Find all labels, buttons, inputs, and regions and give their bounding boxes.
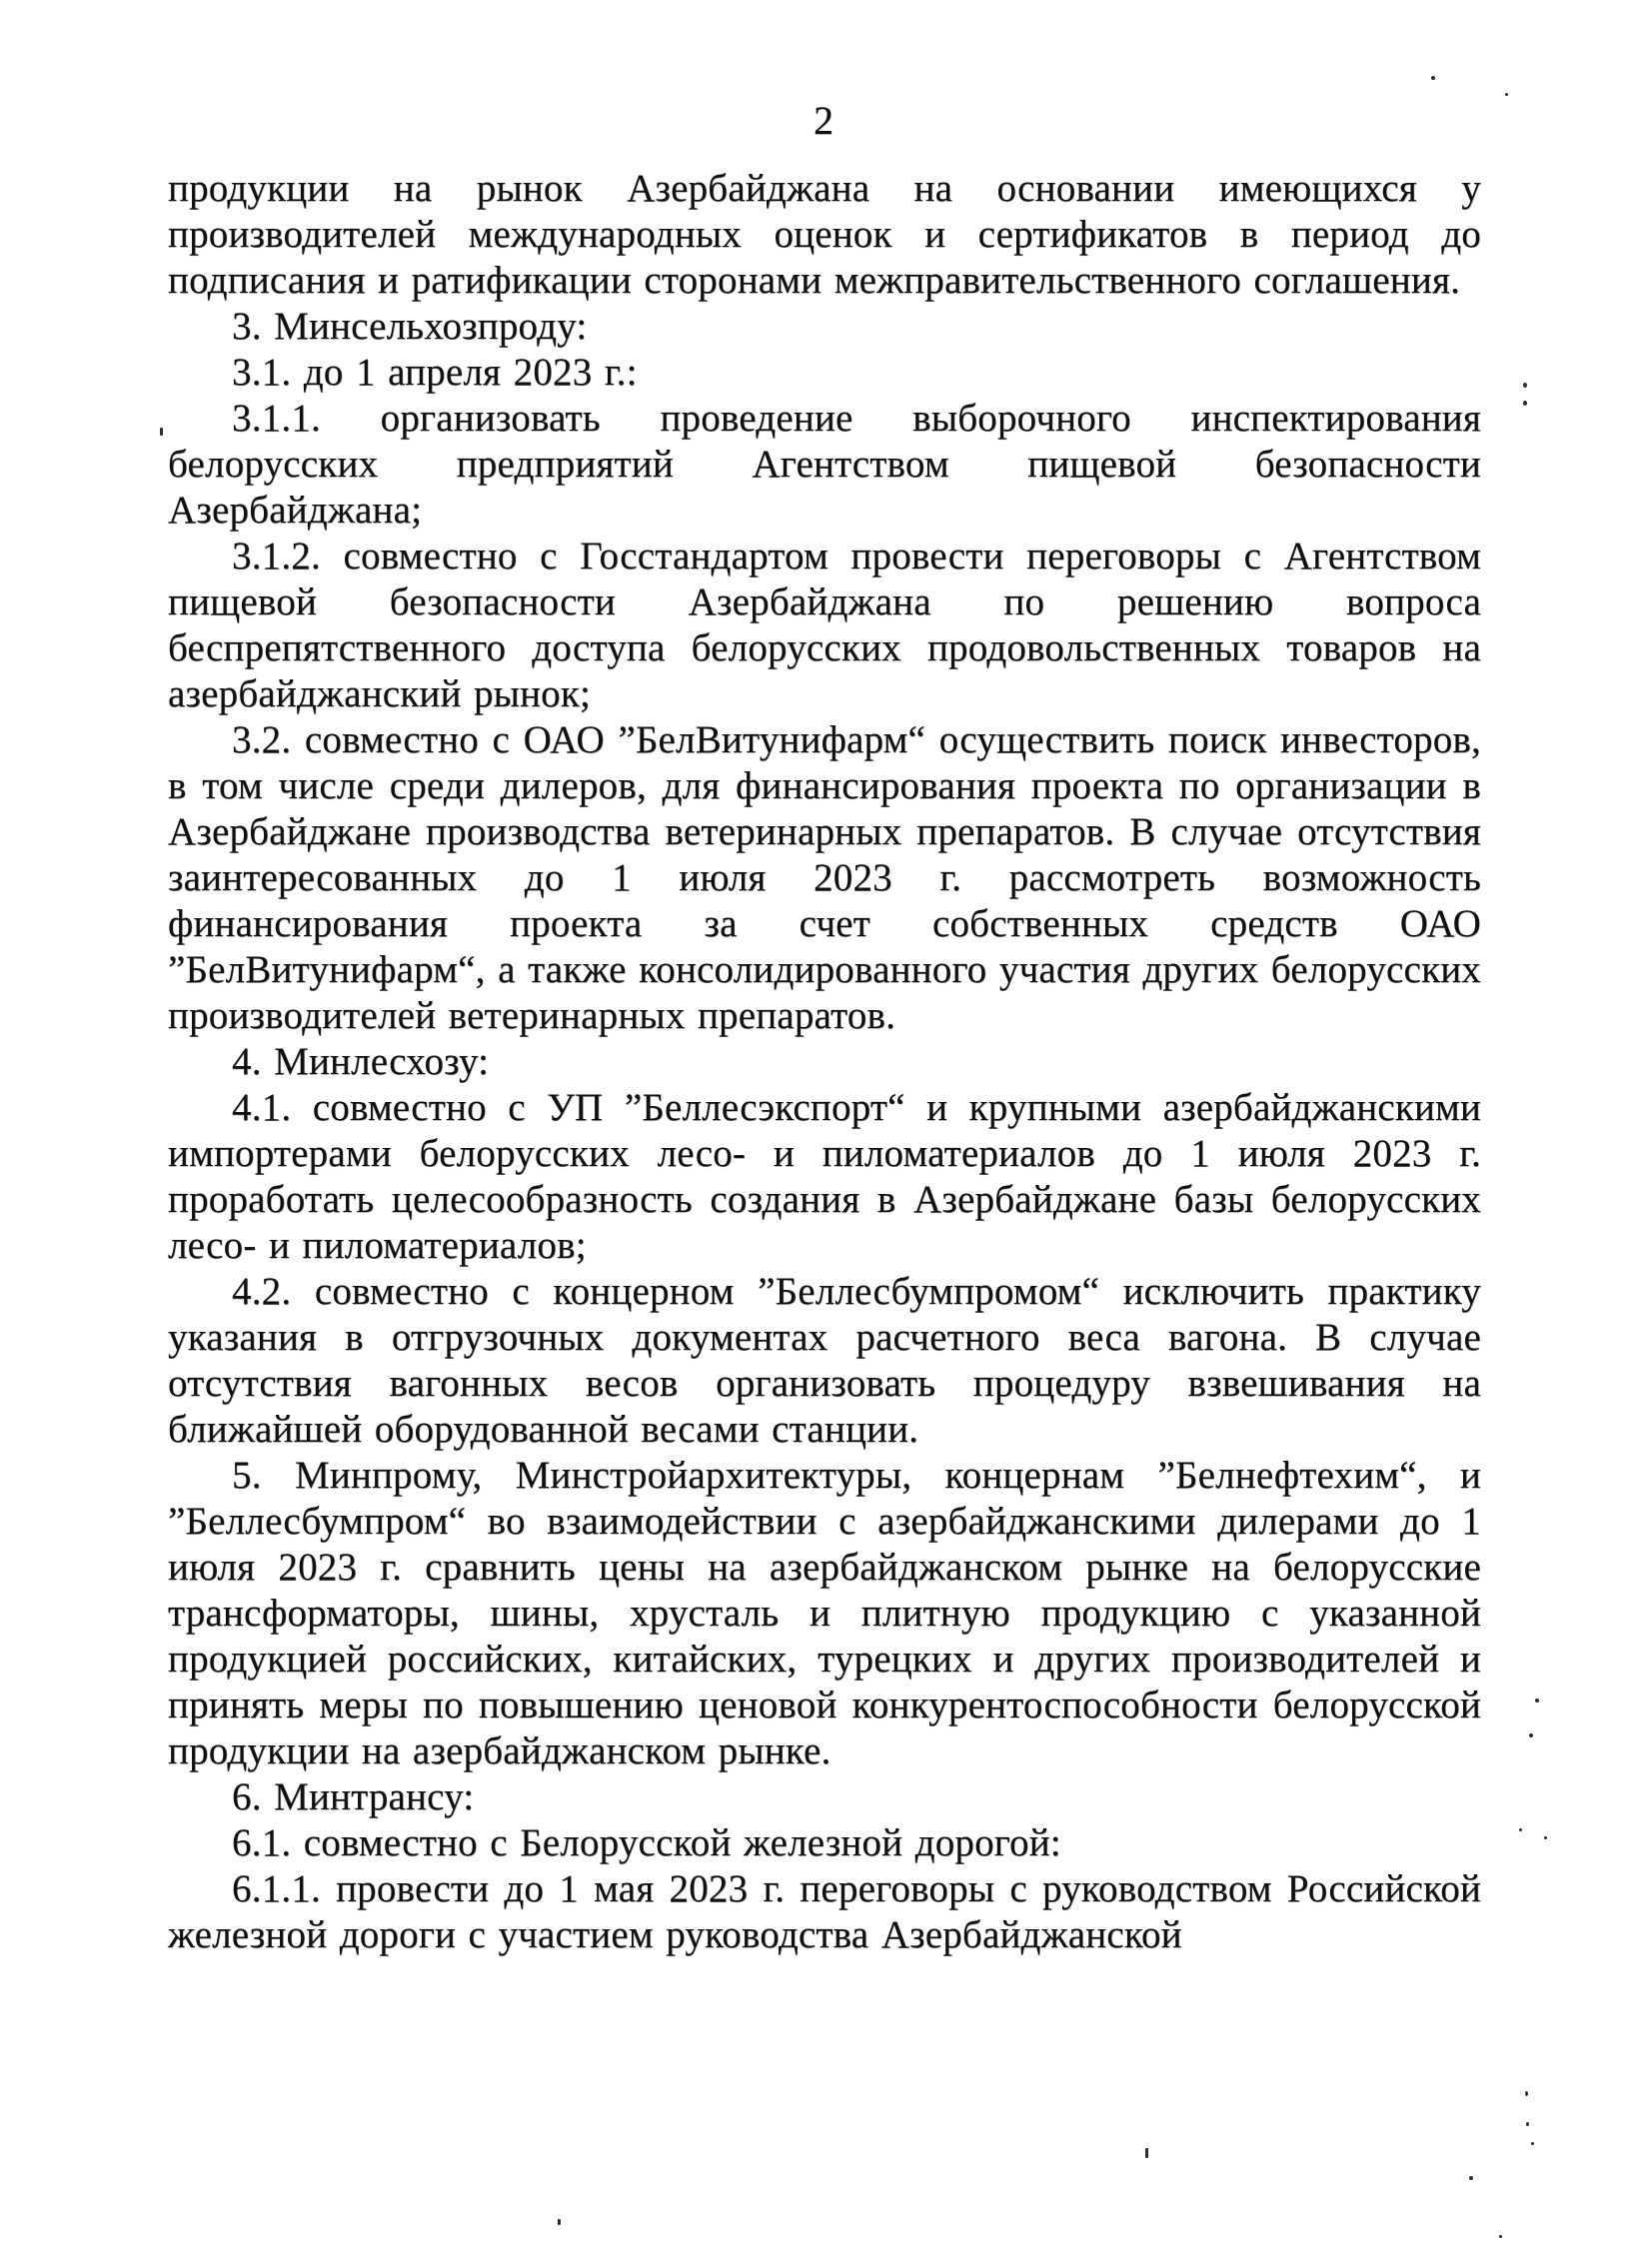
paragraph-item-3-2: 3.2. совместно с ОАО ”БелВитунифарм“ осуществить поиск инвесторов, в том числе среди дилеров, для финансирования проекта по организации в Азербайджане производства ветеринарных препаратов. В случае отсутствия заинтересованных до 1 июля 2023 г. рассмотреть возможность финансирования проекта за счет собственных средств ОАО ”БелВитунифарм“, а также консолидированного участия других белорусских производителей ветеринарных препаратов. (168, 718, 1481, 1037)
document-body (168, 166, 1481, 1958)
scan-speck (1469, 2176, 1473, 2180)
scan-speck (558, 2219, 561, 2225)
paragraph-item-6: 6. Минтрансу: (232, 1775, 475, 1818)
scan-speck (1145, 2148, 1148, 2158)
paragraph-item-6-1: 6.1. совместно с Белорусской железной дорогой: (232, 1821, 1061, 1864)
scan-speck (1529, 1733, 1533, 1737)
scan-speck (1523, 401, 1527, 406)
scan-speck (1525, 2091, 1528, 2096)
scan-speck (1431, 76, 1435, 80)
scan-speck (1505, 93, 1508, 96)
paragraph-item-6-1-1: 6.1.1. провести до 1 мая 2023 г. переговоры с руководством Российской железной дороги с участием руководства Азербайджанской (168, 1867, 1481, 1956)
scan-speck (1523, 383, 1527, 388)
scan-speck (1499, 2235, 1502, 2238)
paragraph-item-5: 5. Минпрому, Минстройархитектуры, концернам ”Белнефтехим“, и ”Беллесбумпром“ во взаимодействии с азербайджанскими дилерами до 1 июля 2023 г. сравнить цены на азербайджанском рынке на белорусские трансформаторы, шины, хрусталь и плитную продукцию с указанной продукцией российских, китайских, турецких и других производителей и принять меры по повышению ценовой конкурентоспособности белорусской продукции на азербайджанском рынке. (168, 1454, 1481, 1772)
scan-speck (160, 428, 163, 436)
scan-speck (1519, 1828, 1522, 1831)
paragraph-item-3: 3. Минсельхозпроду: (232, 305, 588, 348)
paragraph-item-3-1-2: 3.1.2. совместно с Госстандартом провести переговоры с Агентством пищевой безопасности Азербайджана по решению вопроса беспрепятственного доступа белорусских продовольственных товаров на азербайджанский рынок; (168, 535, 1481, 715)
scan-speck (1526, 2122, 1529, 2126)
paragraph-item-3-1: 3.1. до 1 апреля 2023 г.: (232, 351, 638, 394)
paragraph-item-3-1-1: 3.1.1. организовать проведение выборочного инспектирования белорусских предприятий Агентством пищевой безопасности Азербайджана; (168, 397, 1481, 532)
paragraph-item-4-2: 4.2. совместно с концерном ”Беллесбумпромом“ исключить практику указания в отгрузочных документах расчетного веса вагона. В случае отсутствия вагонных весов организовать процедуру взвешивания на ближайшей оборудованной весами станции. (168, 1270, 1481, 1451)
scan-speck (1544, 1836, 1547, 1839)
scan-speck (1531, 2142, 1534, 2145)
paragraph-item-4: 4. Минлесхозу: (232, 1040, 490, 1083)
paragraph-item-4-1: 4.1. совместно с УП ”Беллесэкспорт“ и крупными азербайджанскими импортерами белорусских лесо- и пиломатериалов до 1 июля 2023 г. проработать целесообразность создания в Азербайджане базы белорусских лесо- и пиломатериалов; (168, 1086, 1481, 1267)
paragraph-continuation: продукции на рынок Азербайджана на основании имеющихся у производителей международных оценок и сертификатов в период до подписания и ратификации сторонами межправительственного соглашения. (168, 167, 1481, 302)
page-number: 2 (814, 98, 833, 143)
scan-speck (1535, 1699, 1539, 1702)
